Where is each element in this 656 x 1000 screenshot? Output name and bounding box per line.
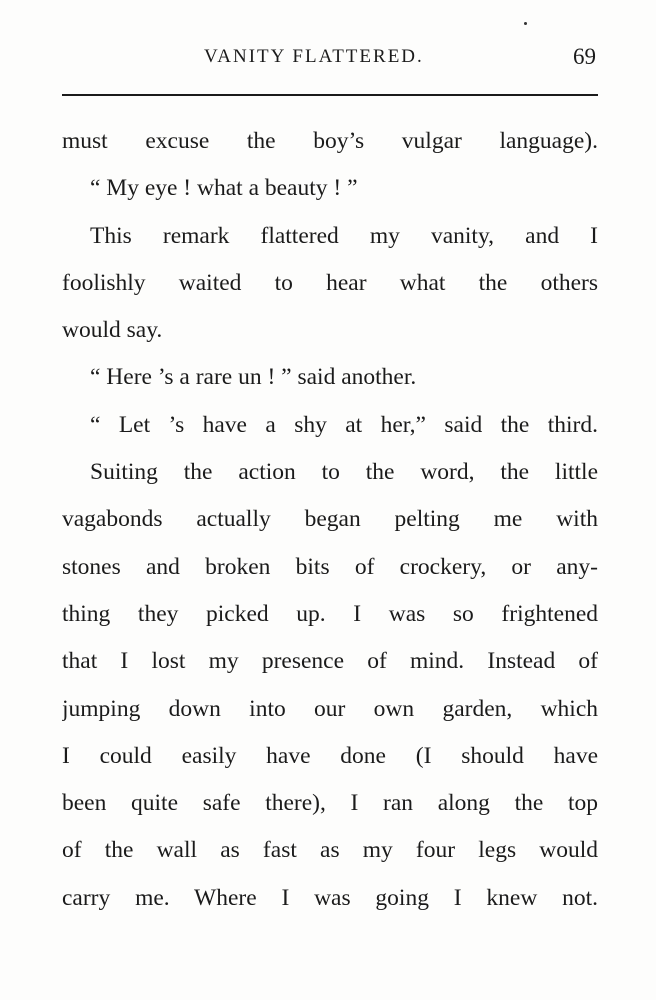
text-line: of the wall as fast as my four legs would: [62, 837, 598, 864]
running-title: VANITY FLATTERED.: [204, 46, 424, 67]
text-line: I could easily have done (I should have: [62, 742, 598, 769]
text-line: stones and broken bits of crockery, or any-: [62, 553, 598, 580]
text-line: thing they picked up. I was so frightened: [62, 600, 598, 627]
text-line: “ Let ’s have a shy at her,” said the third.: [90, 411, 598, 438]
text-line: “ My eye ! what a beauty ! ”: [90, 175, 358, 202]
ink-speck: [524, 22, 527, 25]
text-line: foolishly waited to hear what the others: [62, 269, 598, 296]
text-line: jumping down into our own garden, which: [62, 695, 598, 722]
text-line: vagabonds actually began pelting me with: [62, 506, 598, 533]
text-line: that I lost my presence of mind. Instead of: [62, 648, 598, 675]
text-line: would say.: [62, 317, 163, 344]
text-line: been quite safe there), I ran along the top: [62, 790, 598, 817]
running-header: [62, 46, 596, 76]
text-line: carry me. Where I was going I knew not.: [62, 884, 598, 911]
page-number: 69: [573, 44, 596, 69]
text-line: must excuse the boy’s vulgar language).: [62, 128, 598, 154]
text-line: This remark flattered my vanity, and I: [90, 222, 598, 249]
body-text: [62, 118, 598, 922]
header-rule: [62, 94, 598, 96]
text-line: “ Here ’s a rare un ! ” said another.: [90, 364, 417, 391]
text-line: Suiting the action to the word, the little: [90, 459, 598, 486]
